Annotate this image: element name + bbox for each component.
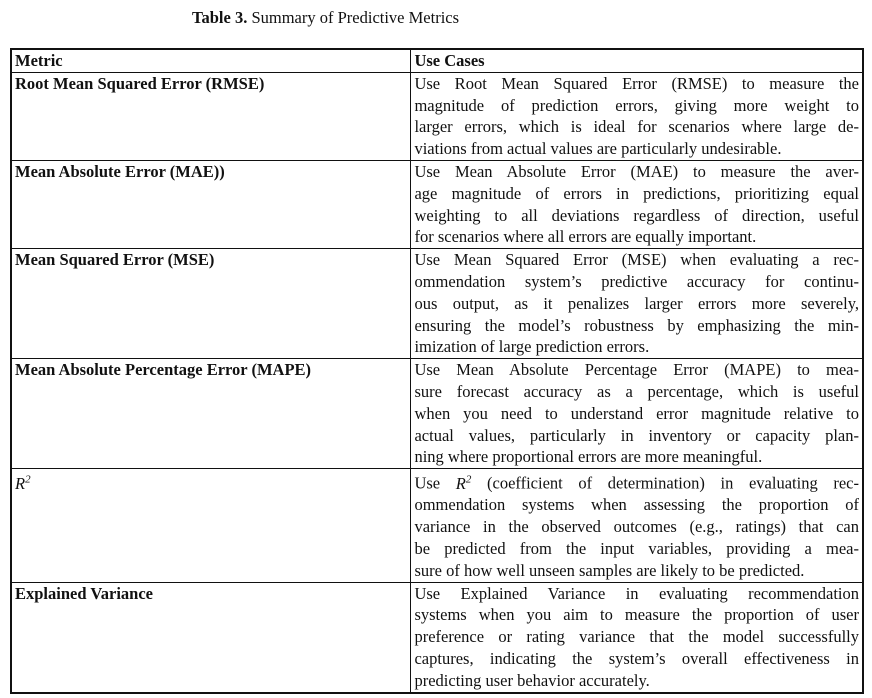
table-row [11, 359, 863, 469]
use-case-line: viations from actual values are particularly undesirable. [414, 139, 782, 159]
use-case-line: sure forecast accuracy as a percentage, which is useful [414, 381, 859, 401]
use-case-line: ensuring the model’s robustness by emphasizing the min- [414, 315, 859, 335]
caption-text: Summary of Predictive Metrics [251, 8, 460, 27]
superscript: 2 [465, 473, 472, 486]
metric-cell [11, 469, 411, 582]
use-case-line: ommendation system’s predictive accuracy for continu- [414, 271, 859, 291]
line-text: Use [414, 473, 456, 493]
use-case-line: predicting user behavior accurately. [414, 670, 650, 690]
header-metric: Metric [11, 49, 411, 72]
header-use-cases: Use Cases [411, 49, 863, 72]
r-symbol: R [15, 473, 26, 493]
use-case-line: magnitude of prediction errors, giving more weight to [414, 95, 859, 115]
table-row [11, 72, 863, 160]
line-text: (coefficient of determination) in evaluating rec- [471, 473, 859, 493]
metrics-table [10, 48, 864, 694]
use-case-line: actual values, particularly in inventory or capacity plan- [414, 425, 859, 445]
use-case-line: preference or rating variance that the model successfully [414, 627, 859, 647]
use-case-cell [411, 582, 863, 692]
r-symbol: R [455, 473, 466, 493]
use-case-line: variance in the observed outcomes (e.g., ratings) that can [414, 517, 859, 537]
use-case-line: larger errors, which is ideal for scenarios where large de- [414, 117, 859, 137]
table-row [11, 160, 863, 248]
use-case-line: Use Mean Squared Error (MSE) when evaluating a rec- [414, 250, 859, 270]
table-row [11, 469, 863, 582]
table-header-row [11, 49, 863, 72]
use-case-line: Use Mean Absolute Error (MAE) to measure the aver- [414, 161, 859, 181]
use-case-line [414, 469, 859, 494]
metric-cell: Mean Squared Error (MSE) [11, 249, 411, 359]
use-case-cell [411, 160, 863, 248]
use-case-line: ous output, as it penalizes larger errors more severely, [414, 293, 859, 313]
use-case-line: sure of how well unseen samples are likely to be predicted. [414, 560, 805, 580]
use-case-line: ommendation systems when assessing the proportion of [414, 495, 859, 515]
use-case-cell [411, 469, 863, 582]
use-case-line: Use Root Mean Squared Error (RMSE) to measure the [414, 73, 859, 93]
table-caption [192, 8, 459, 28]
table-row [11, 249, 863, 359]
use-case-cell [411, 359, 863, 469]
metric-cell: Mean Absolute Error (MAE)) [11, 160, 411, 248]
use-case-line: weighting to all deviations regardless of direction, useful [414, 205, 859, 225]
use-case-line: Use Explained Variance in evaluating recommendation [414, 583, 859, 603]
superscript: 2 [25, 473, 31, 486]
use-case-line: ning where proportional errors are more meaningful. [414, 447, 763, 467]
metric-cell: Root Mean Squared Error (RMSE) [11, 72, 411, 160]
use-case-line: age magnitude of errors in predictions, prioritizing equal [414, 183, 859, 203]
r-squared-symbol [15, 474, 31, 493]
metric-cell: Explained Variance [11, 582, 411, 692]
caption-label: Table 3. [192, 8, 248, 27]
use-case-line: for scenarios where all errors are equally important. [414, 227, 757, 247]
use-case-line: be predicted from the input variables, providing a mea- [414, 539, 859, 559]
use-case-cell [411, 249, 863, 359]
use-case-line: systems when you aim to measure the proportion of user [414, 605, 859, 625]
table-row [11, 582, 863, 692]
use-case-line: Use Mean Absolute Percentage Error (MAPE) to mea- [414, 360, 859, 380]
use-case-line: imization of large prediction errors. [414, 337, 650, 357]
use-case-line: captures, indicating the system’s overall effectiveness in [414, 649, 859, 669]
use-case-line: when you need to understand error magnitude relative to [414, 403, 859, 423]
use-case-cell [411, 72, 863, 160]
metric-cell: Mean Absolute Percentage Error (MAPE) [11, 359, 411, 469]
